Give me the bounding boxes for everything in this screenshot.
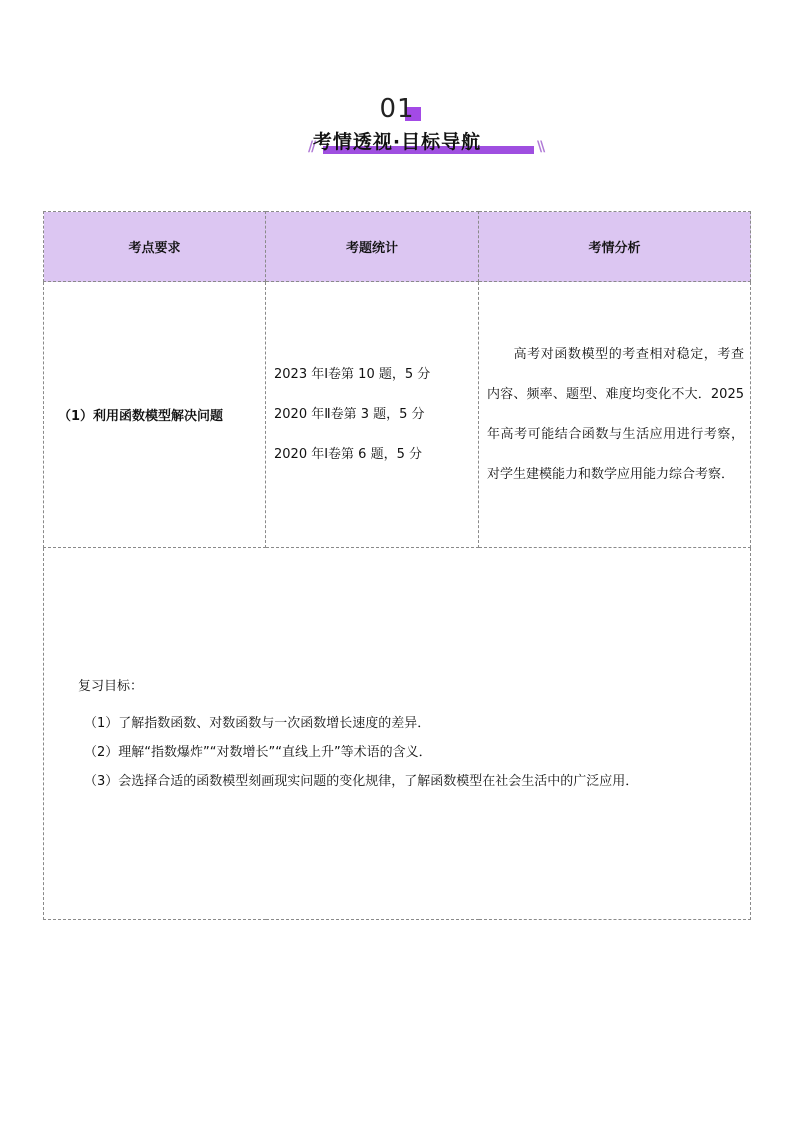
statistics-cell: [266, 282, 479, 548]
goals-content: [44, 548, 750, 796]
header-statistics: 考题统计: [266, 212, 479, 282]
analysis-text: 高考对函数模型的考查相对稳定，考查内容、频率、题型、难度均变化不大．2025 年高考可能结合函数与生活应用进行考察，对学生建模能力和数学应用能力综合考察．: [487, 346, 744, 482]
table-header-row: [44, 212, 751, 282]
requirement-cell: （1）利用函数模型解决问题: [44, 282, 266, 548]
header-analysis: 考情分析: [479, 212, 751, 282]
exam-analysis-table: [43, 211, 751, 920]
section-number-text: 01: [379, 94, 415, 124]
table-row: [44, 282, 751, 548]
goal-item: （3）会选择合适的函数模型刻画现实问题的变化规律，了解函数模型在社会生活中的广泛应用．: [84, 774, 639, 789]
goal-item: （1）了解指数函数、对数函数与一次函数增长速度的差异．: [84, 716, 431, 731]
goals-row: [44, 548, 751, 920]
header-requirement: 考点要求: [44, 212, 266, 282]
slash-decoration-left: //: [308, 139, 315, 155]
section-title-banner: [0, 128, 794, 160]
goal-item: （2）理解“指数爆炸”“对数增长”“直线上升”等术语的含义．: [84, 745, 432, 760]
section-title: 考情透视·目标导航: [312, 131, 482, 153]
goals-cell: [44, 548, 751, 920]
stat-line: 2020 年Ⅱ卷第 3 题，5 分: [274, 406, 425, 422]
slash-decoration-right: \\: [537, 139, 544, 155]
goals-heading: 复习目标：: [78, 679, 144, 694]
stat-line: 2023 年Ⅰ卷第 10 题，5 分: [274, 366, 431, 382]
section-number: [0, 93, 794, 125]
analysis-cell: [479, 282, 751, 548]
stat-line: 2020 年Ⅰ卷第 6 题，5 分: [274, 446, 422, 462]
